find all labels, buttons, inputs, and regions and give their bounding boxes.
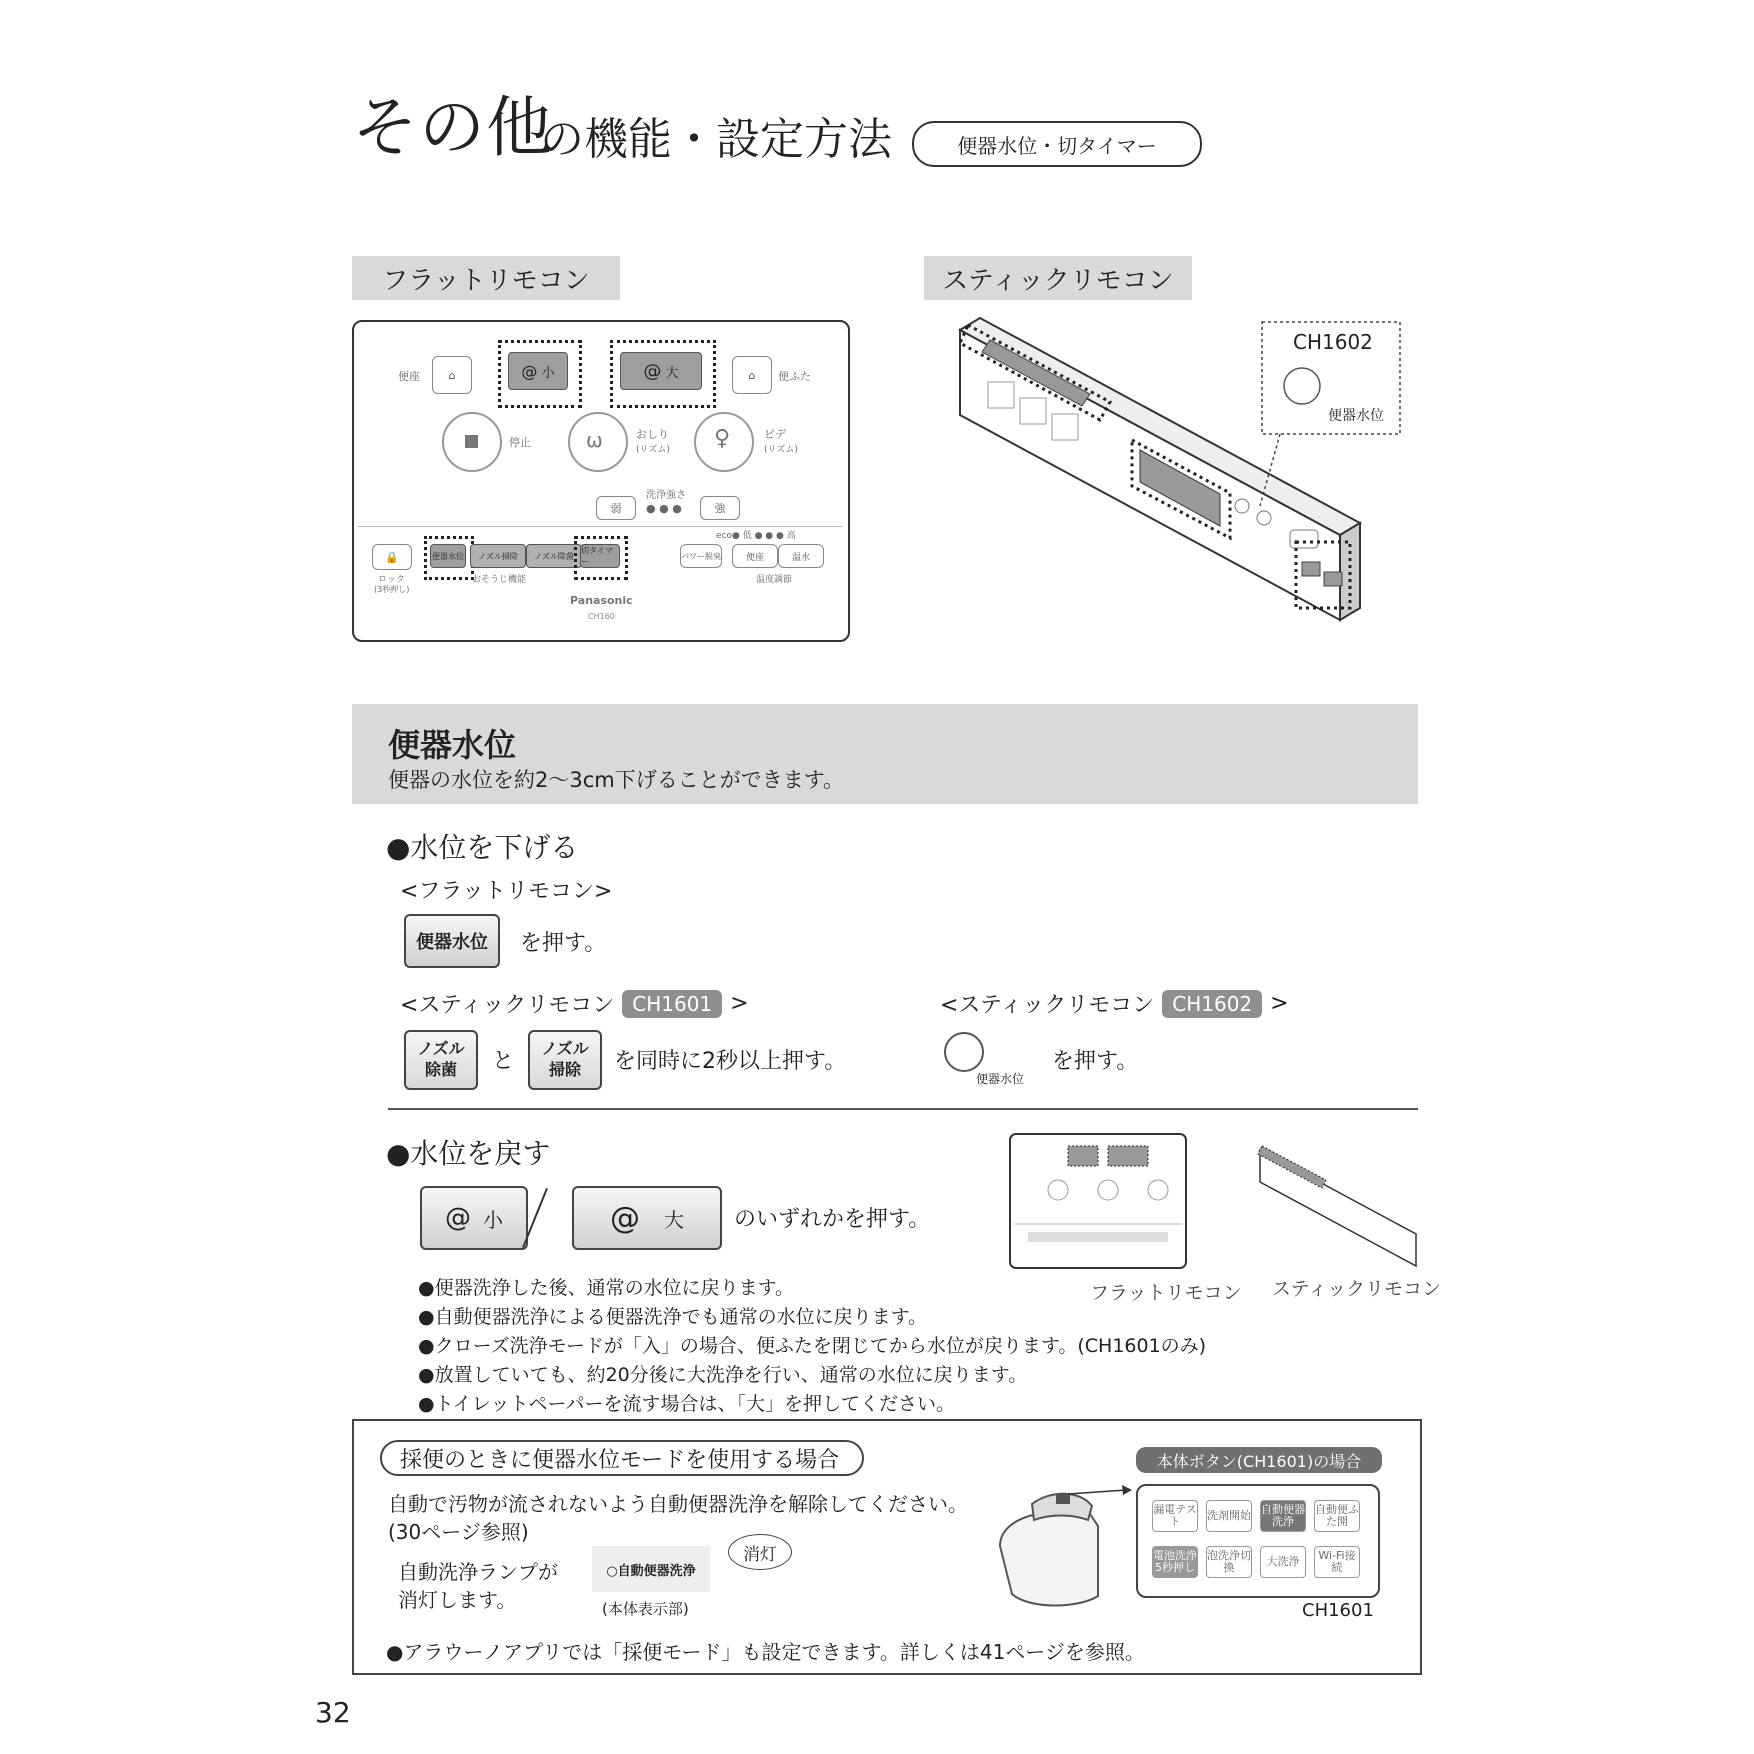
section-description: 便器の水位を約2～3cm下げることができます。 <box>388 768 845 792</box>
seat-icon: ⌂ <box>448 368 456 382</box>
lamp-text-1: 自動洗浄ランプが <box>398 1560 558 1584</box>
swirl-icon: @ <box>643 360 662 382</box>
lower-flat-label: <フラットリモコン> <box>400 879 613 904</box>
oshiri-label: おしり <box>636 428 669 441</box>
bullet-item: ●便器洗浄した後、通常の水位に戻ります。 <box>418 1277 795 1299</box>
water-level-key: 便器水位 <box>404 914 500 968</box>
lid-button[interactable] <box>732 356 772 394</box>
stick-bidet-button <box>1052 414 1078 440</box>
stick2-label-prefix: <スティックリモコン <box>940 993 1155 1018</box>
bullet-item: ●クローズ洗浄モードが「入」の場合、便ふたを閉じてから水位が戻ります。(CH1601のみ) <box>418 1335 1207 1357</box>
stick2-label-row <box>940 988 1289 1019</box>
brand-logo: Panasonic <box>570 594 633 607</box>
panel-button: 電池洗浄5秒押し <box>1152 1546 1198 1578</box>
panel-button: 自動便ふた開 <box>1314 1500 1360 1532</box>
section-divider <box>388 1108 1418 1110</box>
ch1602-water-level-label: 便器水位 <box>976 1072 1025 1086</box>
stick-right-button <box>1290 530 1318 548</box>
stop-label: 停止 <box>509 436 531 449</box>
stick1-label-suffix: > <box>730 991 749 1016</box>
ch1602-water-level-button <box>1284 368 1320 404</box>
panel-button: 泡洗浄切換 <box>1206 1546 1252 1578</box>
strength-label: 洗浄強さ <box>646 490 686 501</box>
auto-flush-indicator: ○自動便器洗浄 <box>592 1546 710 1592</box>
lower-heading: ●水位を下げる <box>386 831 579 864</box>
note-footer: ●アラウーノアプリでは「採便モード」も設定できます。詳しくは41ページを参照。 <box>386 1640 1145 1664</box>
nozzle-clean-button[interactable]: ノズル掃除 <box>470 544 526 568</box>
bidet-label: ビデ <box>764 428 786 441</box>
bullet-item: ●放置していても、約20分後に大洗浄を行い、通常の水位に戻ります。 <box>418 1364 1028 1386</box>
lock-button[interactable] <box>372 544 412 570</box>
tab-stick-remote: スティックリモコン <box>924 256 1192 300</box>
restore-action: のいずれかを押す。 <box>734 1207 931 1232</box>
swirl-icon: @ <box>521 361 538 381</box>
lock-icon: 🔒 <box>385 550 399 564</box>
ch1602-callout-model: CH1602 <box>1293 330 1373 354</box>
note-line-1: 自動で汚物が流されないよう自動便器洗浄を解除してください。 <box>388 1492 968 1516</box>
lock-label: ロック <box>378 575 405 585</box>
stick-nozzle-sterilize-key <box>1302 562 1320 576</box>
stick-stop-button <box>988 382 1014 408</box>
stick-nozzle-clean-key <box>1324 572 1342 586</box>
ch1602-water-level-circle <box>944 1032 984 1072</box>
small-flush-key <box>420 1186 528 1250</box>
strong-button[interactable]: 強 <box>700 496 740 520</box>
thumb-large-button <box>1108 1146 1148 1166</box>
thumb-flat-caption: フラットリモコン <box>1090 1282 1242 1304</box>
lid-icon: ⌂ <box>748 368 756 382</box>
stop-icon <box>465 435 478 448</box>
thumb-circle <box>1148 1180 1168 1200</box>
arrow-line <box>1068 1490 1126 1494</box>
stick-indicator-2 <box>1257 511 1271 525</box>
page-subtitle: の機能・設定方法 <box>540 114 892 165</box>
bidet-sub-label: (リズム) <box>764 445 798 455</box>
warm-water-button[interactable]: 温水 <box>778 544 824 568</box>
small-flush-key-label: 小 <box>483 1207 503 1232</box>
lock-sub-label: (3秒押し) <box>374 585 410 594</box>
strength-dots: ● ● ● <box>646 502 682 515</box>
ch1602-callout-label: 便器水位 <box>1328 408 1384 424</box>
note-line-2: (30ページ参照) <box>388 1520 529 1544</box>
tab-flat-remote: フラットリモコン <box>352 256 620 300</box>
swirl-icon: @ <box>610 1200 640 1236</box>
oshiri-sub-label: (リズム) <box>636 445 670 455</box>
model-badge-ch1602: CH1602 <box>1162 990 1262 1018</box>
cleaning-function-label: おそうじ機能 <box>472 575 527 585</box>
stop-button[interactable] <box>442 412 502 472</box>
weak-button[interactable]: 弱 <box>596 496 636 520</box>
panel-button: 大洗浄 <box>1260 1546 1306 1578</box>
arrow-head <box>1122 1485 1132 1495</box>
body-panel <box>1136 1484 1380 1598</box>
page-number: 32 <box>315 1696 351 1729</box>
nozzle-clean-key <box>528 1030 602 1090</box>
model-label: CH160 <box>588 612 615 621</box>
key-line: 除菌 <box>424 1060 457 1079</box>
oshiri-icon: ω <box>586 428 603 452</box>
small-flush-button[interactable]: @ 小 <box>508 352 568 390</box>
restore-bullets <box>418 1274 1206 1419</box>
thumb-small-button <box>1068 1146 1098 1166</box>
thumb-circle <box>1098 1180 1118 1200</box>
key-line: ノズル <box>417 1039 465 1059</box>
off-timer-button[interactable]: 切タイマー <box>580 544 620 568</box>
lid-label: 便ふた <box>778 370 811 383</box>
stick-remote-illustration <box>950 310 1420 640</box>
seat-button[interactable] <box>432 356 472 394</box>
seat-temp-button[interactable]: 便座 <box>732 544 778 568</box>
divider <box>358 526 842 527</box>
lamp-off-bubble: 消灯 <box>728 1534 792 1570</box>
bullet-item: ●自動便器洗浄による便器洗浄でも通常の水位に戻ります。 <box>418 1306 928 1328</box>
temp-adjust-label: 温度調節 <box>756 575 793 585</box>
stick-remote-thumbnail <box>1256 1140 1426 1270</box>
model-badge-ch1601: CH1601 <box>622 990 722 1018</box>
key-line: 掃除 <box>548 1060 581 1079</box>
section-title: 便器水位 <box>388 726 517 764</box>
thumb-bottom-row <box>1028 1232 1168 1242</box>
oshiri-button[interactable] <box>568 412 628 472</box>
power-deodorize-button[interactable]: パワー脱臭 <box>680 544 722 568</box>
eco-scale: eco● 低 ● ● ● 高 <box>716 531 796 541</box>
stick2-action: を押す。 <box>1052 1049 1139 1074</box>
stick2-label-suffix: > <box>1270 991 1289 1016</box>
large-flush-key <box>572 1186 722 1250</box>
nozzle-sterilize-key <box>404 1030 478 1090</box>
note-title-pill: 採便のときに便器水位モードを使用する場合 <box>380 1440 864 1476</box>
thumb-circle <box>1048 1180 1068 1200</box>
flat-remote-thumbnail <box>1008 1132 1188 1272</box>
stick-oshiri-button <box>1020 398 1046 424</box>
panel-button-auto-flush: 自動便器洗浄 <box>1260 1500 1306 1532</box>
large-flush-key-label: 大 <box>664 1207 684 1232</box>
panel-button: Wi-Fi接続 <box>1314 1546 1360 1578</box>
and-text: と <box>492 1049 515 1074</box>
thumb-stick-caption: スティックリモコン <box>1272 1278 1442 1300</box>
large-flush-button[interactable]: @ 大 <box>620 352 702 390</box>
lower-flat-action: を押す。 <box>520 931 607 956</box>
bullet-item: ●トイレットペーパーを流す場合は、「大」を押してください。 <box>418 1393 955 1415</box>
lamp-caption: (本体表示部) <box>602 1600 689 1618</box>
toilet-body <box>1000 1511 1098 1605</box>
stick1-label-row <box>400 988 749 1019</box>
lamp-text-2: 消灯します。 <box>398 1588 517 1612</box>
page-title: その他 <box>352 89 553 166</box>
water-level-button[interactable]: 便器水位 <box>430 544 466 568</box>
body-button-badge: 本体ボタン(CH1601)の場合 <box>1136 1447 1382 1473</box>
stick1-action: を同時に2秒以上押す。 <box>614 1049 847 1074</box>
restore-heading: ●水位を戻す <box>386 1137 551 1170</box>
nozzle-sterilize-button[interactable]: ノズル除菌 <box>526 544 582 568</box>
bidet-icon: ♀ <box>714 426 731 451</box>
arrow-icon <box>1066 1480 1136 1500</box>
panel-button: 洗剤開始 <box>1206 1500 1252 1532</box>
flat-remote-illustration <box>352 320 850 642</box>
stick-indicator-1 <box>1235 499 1249 513</box>
bidet-button[interactable] <box>694 412 754 472</box>
stick1-label-prefix: <スティックリモコン <box>400 993 615 1018</box>
topic-pill: 便器水位・切タイマー <box>912 121 1202 167</box>
panel-model-label: CH1601 <box>1302 1600 1374 1621</box>
key-line: ノズル <box>541 1039 589 1059</box>
panel-button: 漏電テスト <box>1152 1500 1198 1532</box>
seat-label: 便座 <box>398 370 420 383</box>
swirl-icon: @ <box>445 1203 471 1233</box>
